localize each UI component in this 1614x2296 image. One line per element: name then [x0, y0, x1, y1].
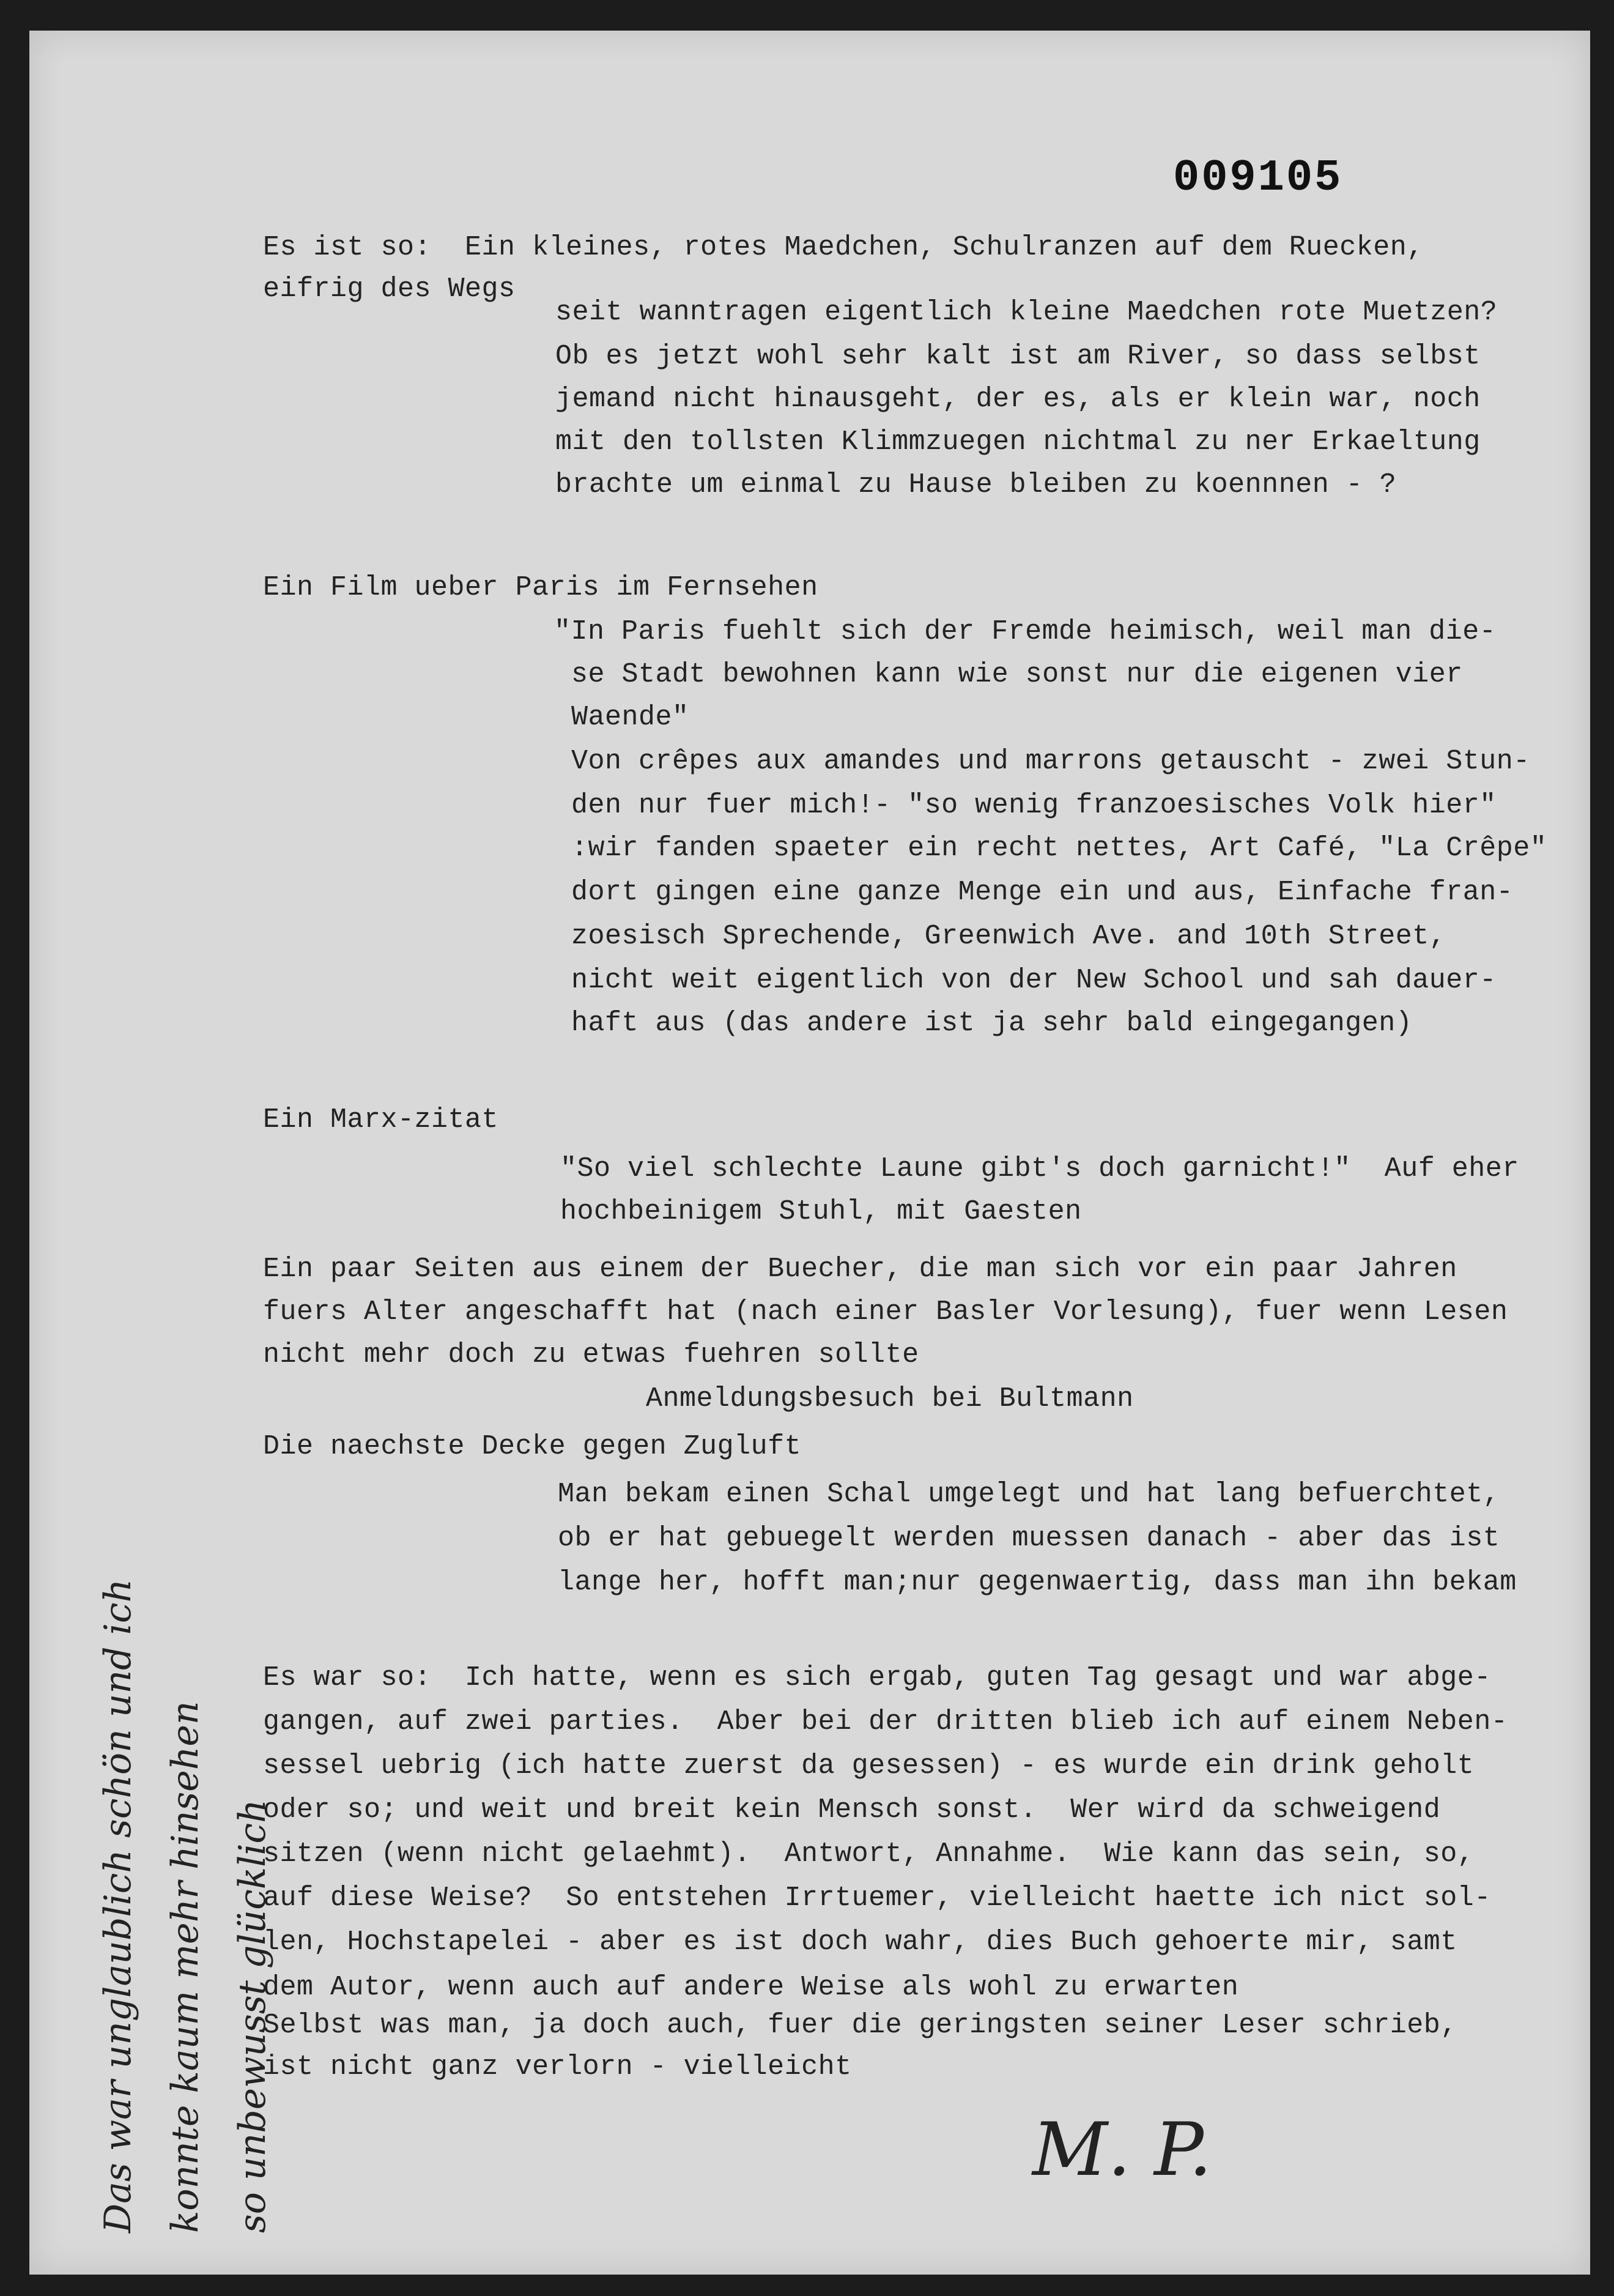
- final-paragraph-line: auf diese Weise? So entstehen Irrtuemer, vielleicht haette ich nict sol-: [263, 1882, 1491, 1914]
- section-1-line: jemand nicht hinausgeht, der es, als er klein war, noch: [555, 384, 1481, 415]
- section-3-line: hochbeinigem Stuhl, mit Gaesten: [560, 1196, 1082, 1227]
- section-2-line: den nur fuer mich!- "so wenig franzoesisches Volk hier": [571, 790, 1497, 821]
- paragraph-line: nicht mehr doch zu etwas fuehren sollte: [263, 1339, 919, 1370]
- section-1-heading: Es ist so: Ein kleines, rotes Maedchen, Schulranzen auf dem Ruecken,: [263, 232, 1424, 263]
- handwritten-initials: M. P.: [1032, 2108, 1212, 2193]
- final-paragraph-line: len, Hochstapelei - aber es ist doch wahr, dies Buch gehoerte mir, samt: [263, 1926, 1457, 1958]
- section-5-line: Man bekam einen Schal umgelegt und hat lang befuerchtet,: [558, 1479, 1500, 1510]
- section-1-line: brachte um einmal zu Hause bleiben zu koennnen - ?: [555, 469, 1397, 500]
- margin-note-line: Das war unglaublich schön und ich: [97, 1578, 139, 2233]
- centered-line: Anmeldungsbesuch bei Bultmann: [646, 1383, 1134, 1414]
- final-paragraph-line: sitzen (wenn nicht gelaehmt). Antwort, Annahme. Wie kann das sein, so,: [263, 1838, 1475, 1870]
- section-5-line: ob er hat gebuegelt werden muessen danach - aber das ist: [558, 1523, 1500, 1554]
- section-5-heading: Die naechste Decke gegen Zugluft: [263, 1431, 802, 1462]
- section-2-line: nicht weit eigentlich von der New School und sah dauer-: [571, 965, 1497, 996]
- section-2-line: Waende": [571, 702, 689, 733]
- section-3-heading: Ein Marx-zitat: [263, 1104, 499, 1135]
- margin-note-line: konnte kaum mehr hinsehen: [164, 1701, 207, 2233]
- handwritten-margin-note: [84, 1101, 286, 2233]
- section-1-line: mit den tollsten Klimmzuegen nichtmal zu ner Erkaeltung: [555, 426, 1481, 458]
- section-2-line: Von crêpes aux amandes und marrons getauscht - zwei Stun-: [571, 746, 1530, 777]
- final-paragraph-line: gangen, auf zwei parties. Aber bei der dritten blieb ich auf einem Neben-: [263, 1706, 1508, 1737]
- section-2-line: haft aus (das andere ist ja sehr bald eingegangen): [571, 1008, 1413, 1039]
- section-1-heading-continuation: eifrig des Wegs: [263, 273, 516, 305]
- section-2-line: "In Paris fuehlt sich der Fremde heimisch, weil man die-: [554, 616, 1497, 647]
- section-2-line: dort gingen eine ganze Menge ein und aus, Einfache fran-: [571, 877, 1514, 908]
- section-1-line: seit wanntragen eigentlich kleine Maedchen rote Muetzen?: [555, 297, 1498, 328]
- typewritten-page: [29, 31, 1590, 2275]
- paragraph-line: Ein paar Seiten aus einem der Buecher, die man sich vor ein paar Jahren: [263, 1254, 1457, 1285]
- section-2-line: :wir fanden spaeter ein recht nettes, Art Café, "La Crêpe": [571, 833, 1547, 864]
- margin-note-line: so unbewusst glücklich: [231, 1799, 274, 2233]
- section-2-line: zoesisch Sprechende, Greenwich Ave. and 10th Street,: [571, 921, 1446, 952]
- section-1-line: Ob es jetzt wohl sehr kalt ist am River, so dass selbst: [555, 341, 1481, 372]
- final-paragraph-line: oder so; und weit und breit kein Mensch sonst. Wer wird da schweigend: [263, 1794, 1441, 1826]
- section-2-heading: Ein Film ueber Paris im Fernsehen: [263, 572, 818, 603]
- document-number: 009105: [1173, 153, 1343, 203]
- final-paragraph-line: dem Autor, wenn auch auf andere Weise als wohl zu erwarten: [263, 1972, 1239, 2003]
- paragraph-line: fuers Alter angeschafft hat (nach einer Basler Vorlesung), fuer wenn Lesen: [263, 1296, 1508, 1328]
- section-2-line: se Stadt bewohnen kann wie sonst nur die eigenen vier: [571, 659, 1463, 690]
- final-paragraph-line: sessel uebrig (ich hatte zuerst da gesessen) - es wurde ein drink geholt: [263, 1750, 1475, 1781]
- final-paragraph-line: Selbst was man, ja doch auch, fuer die geringsten seiner Leser schrieb,: [263, 2010, 1457, 2041]
- final-paragraph-line: Es war so: Ich hatte, wenn es sich ergab, guten Tag gesagt und war abge-: [263, 1662, 1491, 1693]
- final-paragraph-line: ist nicht ganz verlorn - vielleicht: [263, 2051, 852, 2082]
- section-3-line: "So viel schlechte Laune gibt's doch garnicht!" Auf eher: [560, 1153, 1519, 1184]
- section-5-line: lange her, hofft man;nur gegenwaertig, dass man ihn bekam: [558, 1567, 1517, 1598]
